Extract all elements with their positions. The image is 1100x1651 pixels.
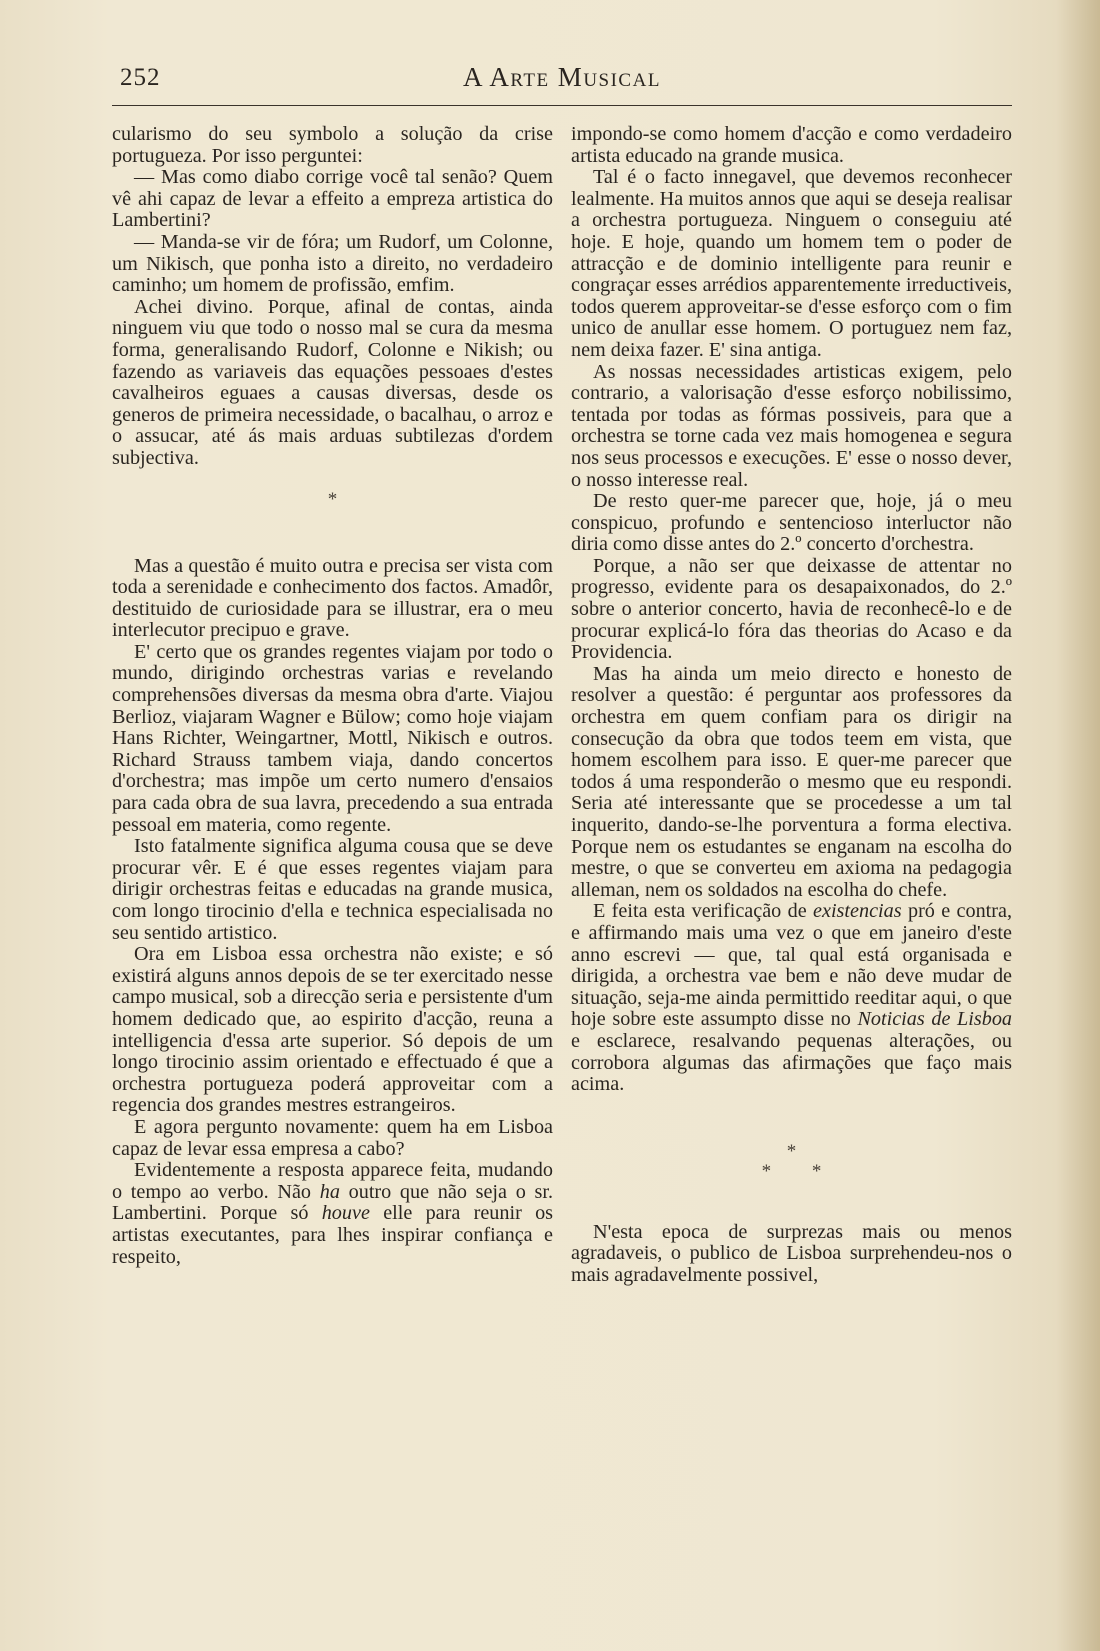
paragraph: As nossas necessidades artisticas exigem, pelo contrario, a valorisação d'esse esforço nobilissimo, tentada por todas as fórmas possiveis, para que a orchestra se torne cada vez mais homogenea e segura nos seus processos e execuções. E' esse o nosso dever, o nosso interesse real.	[571, 360, 1012, 491]
right-column	[571, 124, 1012, 1287]
running-title: A Arte Musical	[463, 62, 661, 92]
paragraph: cularismo do seu symbolo a solução da crise portugueza. Por isso perguntei:	[112, 123, 553, 167]
paragraph: Mas a questão é muito outra e precisa ser vista com toda a serenidade e conhecimento dos factos. Amadôr, destituido de curiosidade para se illustrar, era o meu interlecutor precipuo e grave.	[112, 554, 553, 642]
italic-run: existencias	[813, 900, 902, 923]
text-run: outro que não seja o sr. Lambertini. Porque só	[112, 1180, 553, 1225]
paragraph: — Manda-se vir de fóra; um Rudorf, um Colonne, um Nikisch, que ponha isto a direito, no verdadeiro caminho; um homem de profissão, emfim.	[112, 230, 553, 297]
paragraph: Achei divino. Porque, afinal de contas, ainda ninguem viu que todo o nosso mal se cura da mesma forma, generalisando Rudorf, Colonne e Nikish; ou fazendo as variaveis das equações pessoaes d'estes cavalheiros eguaes a causas diversas, desde os generos de primeira necessidade, o bacalhau, o arroz e o assucar, até ás mais arduas subtilezas d'ordem subjectiva.	[112, 295, 553, 469]
paragraph: impondo-se como homem d'acção e como verdadeiro artista educado na grande musica.	[571, 123, 1012, 167]
italic-run: houve	[321, 1202, 370, 1225]
page-number: 252	[120, 64, 161, 91]
header-rule	[112, 105, 1012, 106]
italic-run: Noticias de Lisboa	[857, 1008, 1013, 1031]
paragraph: Mas ha ainda um meio directo e honesto de resolver a questão: é perguntar aos professores da orchestra em quem confiam para os dirigir na consecução da obra que todos teem em vista, que homem escolhem para isso. E quer-me parecer que todos á uma responderão o mesmo que eu respondi. Seria até interessante que se procedesse a um tal inquerito, dando-se-lhe porventura a forma electiva. Porque nem os estudantes se enganam na escolha do mestre, o que se converteu em axioma na pedagogia alleman, nem os soldados na escolha do chefe.	[571, 662, 1012, 901]
paragraph	[571, 901, 1012, 1095]
running-header	[112, 58, 1012, 98]
asterism-top: *	[786, 1140, 797, 1162]
text-run: Evidentemente a resposta apparece feita, mudando o tempo ao verbo. Não	[112, 1159, 553, 1203]
paragraph: N'esta epoca de surprezas mais ou menos agradaveis, o publico de Lisboa surprehendeu-nos o mais agradavelmente possivel,	[571, 1220, 1012, 1286]
paragraph: E' certo que os grandes regentes viajam por todo o mundo, dirigindo orchestras varias e revelando comprehensões diversas da mesma obra d'arte. Viajou Berlioz, viajaram Wagner e Bülow; como hoje viajam Hans Richter, Weingartner, Mottl, Nikisch e outros. Richard Strauss tambem viaja, dando concertos d'orchestra; mas impõe um certo numero d'ensaios para cada obra de sua lavra, precedendo a sua entrada pessoal em materia, como regente.	[112, 640, 553, 836]
paragraph: Porque, a não ser que deixasse de attentar no progresso, evidente para os desapaixonados, do 2.º sobre o anterior concerto, havia de reconhecê-lo e de procurar explicá-lo fóra das theorias do Acaso e da Providencia.	[571, 554, 1012, 664]
paragraph: E agora pergunto novamente: quem ha em Lisboa capaz de levar essa empresa a cabo?	[112, 1115, 553, 1160]
left-column	[112, 124, 553, 1268]
text-run: E feita esta verificação de	[593, 900, 807, 923]
section-asterism: *	[327, 488, 338, 510]
paragraph: Isto fatalmente significa alguma cousa que se deve procurar vêr. E é que esses regentes viajam para dirigir orchestras feitas e educadas na grande musica, com longo tirocinio d'ella e technica especialisada no seu sentido artistico.	[112, 835, 553, 944]
paragraph: Tal é o facto innegavel, que devemos reconhecer lealmente. Ha muitos annos que aqui se deseja realisar a orchestra portugueza. Ninguem o conseguiu até hoje. E hoje, quando um homem tem o poder de attracção e de dominio intelligente para reunir e congraçar esses arrédios apparentemente irreductiveis, todos querem approveitar-se d'esse esforço com o fim unico de anullar esse homem. O portuguez nem faz, nem deixa fazer. E' sina antiga.	[571, 166, 1012, 361]
asterism-pair: * *	[761, 1160, 840, 1182]
text-run: e esclarece, resalvando pequenas alterações, ou corrobora algumas das afirmações que faço mais acima.	[571, 1029, 1012, 1096]
text-run: elle para reunir os artistas executantes, para lhes inspirar confiança e respeito,	[112, 1202, 554, 1268]
paragraph	[112, 1160, 553, 1268]
italic-run: ha	[319, 1180, 340, 1203]
paragraph: — Mas como diabo corrige você tal senão? Quem vê ahi capaz de levar a effeito a empreza artistica do Lambertini?	[112, 166, 553, 232]
text-run: pró e contra, e affirmando mais uma vez o que em janeiro d'este anno escrevi — que, tal qual está organisada e dirigida, a orchestra vae bem e não deve mudar de situação, seja-me ainda permittido reeditar aqui, o que hoje sobre este assumpto disse no	[571, 900, 1013, 1031]
section-asterism	[571, 1142, 1012, 1182]
paragraph: Ora em Lisboa essa orchestra não existe; e só existirá alguns annos depois de se ter exercitado nesse campo musical, sob a direcção seria e persistente d'um homem dedicado que, ao espirito d'acção, reuna a intelligencia d'essa arte superior. Só depois de um longo tirocinio assim orientado e effectuado é que a orchestra portugueza poderá approveitar com a regencia dos grandes mestres estrangeiros.	[112, 943, 553, 1117]
paragraph: De resto quer-me parecer que, hoje, já o meu conspicuo, profundo e sentencioso interluctor não diria como disse antes do 2.º concerto d'orchestra.	[571, 490, 1012, 556]
